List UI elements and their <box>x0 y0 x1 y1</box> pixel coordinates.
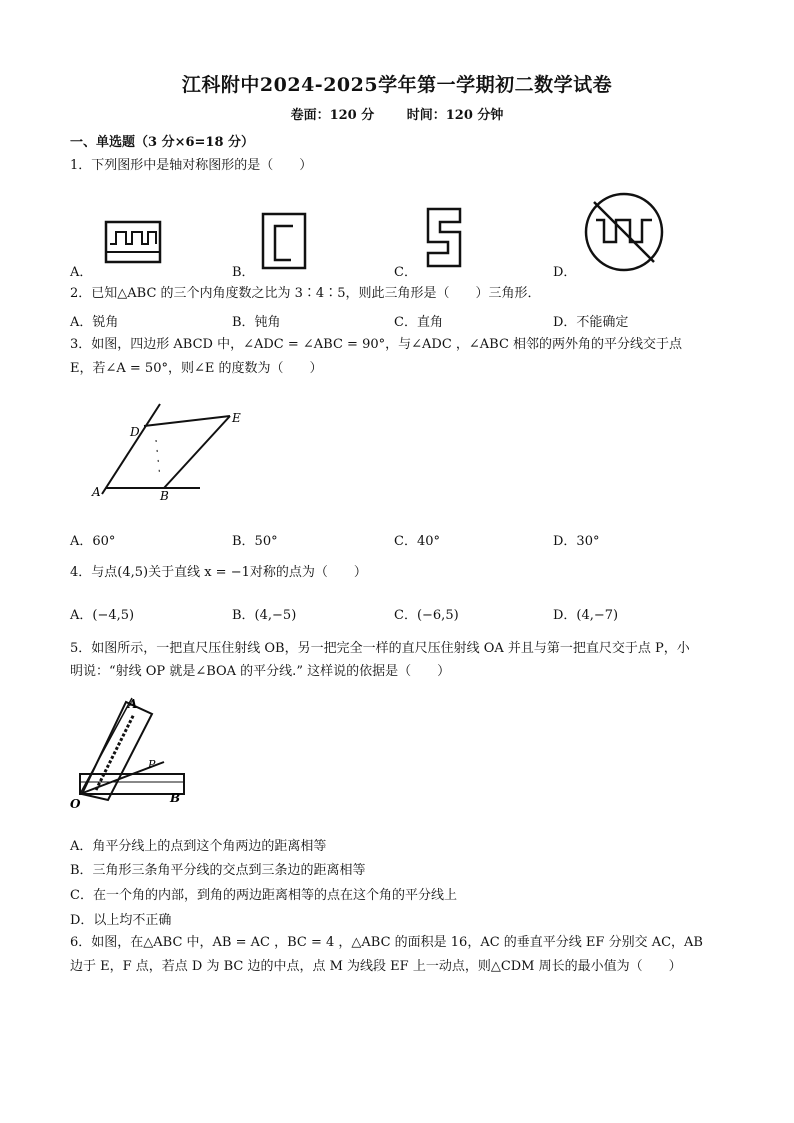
q3-label-d: D <box>130 425 140 439</box>
question-5-line2: 明说：“射线 OP 就是∠BOA 的平分线.” 这样说的依据是（ ） <box>70 664 451 679</box>
q3-option-d: D．30° <box>553 534 600 549</box>
q5-option-c: C．在一个角的内部，到角的两边距离相等的点在这个角的平分线上 <box>70 888 457 903</box>
q4-option-c: C．(−6,5) <box>394 608 459 623</box>
q3-label-b: B <box>160 489 169 502</box>
question-6-line2: 边于 E，F 点，若点 D 为 BC 边的中点，点 M 为线段 EF 上一动点，则△CDM 周长的最小值为（ ） <box>70 959 682 974</box>
q4-option-b: B．(4,−5) <box>232 608 297 623</box>
q4-option-a: A．(−4,5) <box>70 608 135 623</box>
section-heading: 一、单选题（3 分×6=18 分） <box>70 135 255 150</box>
q3-figure <box>88 398 248 502</box>
q2-option-c: C．直角 <box>394 315 443 330</box>
q3-label-a: A <box>92 485 101 499</box>
q5-label-o: O <box>70 797 81 811</box>
q1-option-a: A． <box>70 265 93 280</box>
q5-figure <box>68 694 192 812</box>
time-info: 时间：120 分钟 <box>406 108 504 123</box>
question-1-text: 1．下列图形中是轴对称图形的是（ ） <box>70 158 313 173</box>
q1-figure-d <box>582 190 666 274</box>
question-2-text: 2．已知△ABC 的三个内角度数之比为 3∶4∶5，则此三角形是（ ）三角形． <box>70 286 541 301</box>
exam-title: 江科附中2024-2025学年第一学期初二数学试卷 <box>181 74 613 96</box>
question-3-line1: 3．如图，四边形 ABCD 中，∠ADC = ∠ABC = 90°，与∠ADC ，∠ABC 相邻的两外角的平分线交于点 <box>70 337 683 352</box>
q5-label-p: P <box>148 758 156 771</box>
q3-option-c: C．40° <box>394 534 440 549</box>
q1-figure-b <box>258 210 310 272</box>
q1-option-d: D． <box>553 265 577 280</box>
score-info: 卷面：120 分 <box>290 108 375 123</box>
q3-option-b: B．50° <box>232 534 278 549</box>
q2-option-a: A．锐角 <box>70 315 119 330</box>
q5-option-a: A．角平分线上的点到这个角两边的距离相等 <box>70 839 327 854</box>
question-5-line1: 5．如图所示，一把直尺压住射线 OB，另一把完全一样的直尺压住射线 OA 并且与第一把直尺交于点 P，小 <box>70 641 690 656</box>
question-3-line2: E，若∠A = 50°，则∠E 的度数为（ ） <box>70 361 323 376</box>
question-4-text: 4．与点(4,5)关于直线 x = −1对称的点为（ ） <box>70 565 367 580</box>
q5-label-b: B <box>170 791 181 805</box>
question-6-line1: 6．如图，在△ABC 中，AB = AC ，BC = 4 ，△ABC 的面积是 16，AC 的垂直平分线 EF 分别交 AC，AB <box>70 935 703 950</box>
q5-option-b: B．三角形三条角平分线的交点到三条边的距离相等 <box>70 863 366 878</box>
q4-option-d: D．(4,−7) <box>553 608 619 623</box>
q2-option-b: B．钝角 <box>232 315 281 330</box>
q3-label-e: E <box>232 411 241 425</box>
q1-figure-a <box>104 218 162 268</box>
q5-option-d: D．以上均不正确 <box>70 913 172 928</box>
q5-label-a: A <box>128 697 138 711</box>
q1-option-c: C． <box>394 265 417 280</box>
q1-figure-c <box>420 206 468 272</box>
q1-option-b: B． <box>232 265 255 280</box>
exam-info <box>0 104 794 123</box>
q2-option-d: D．不能确定 <box>553 315 629 330</box>
q3-option-a: A．60° <box>70 534 116 549</box>
